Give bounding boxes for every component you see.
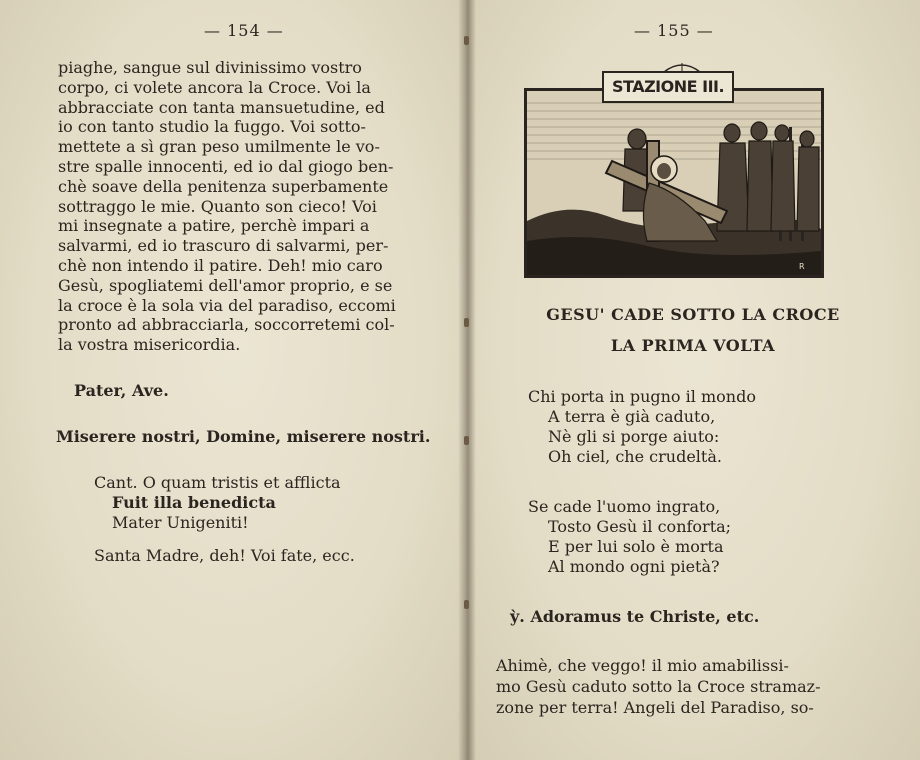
paragraph-line: chè non intendo il patire. Deh! mio caro: [58, 255, 383, 275]
cant-stanza: [94, 473, 341, 533]
verse-line: Tosto Gesù il conforta;: [548, 517, 732, 536]
right-paragraph: [496, 655, 906, 718]
paragraph-line: salvarmi, ed io trascuro di salvarmi, per-: [58, 236, 389, 256]
binding-stitch: [464, 600, 469, 609]
santa-madre-line: Santa Madre, deh! Voi fate, ecc.: [94, 546, 355, 565]
paragraph-line: zone per terra! Angeli del Paradiso, so-: [496, 698, 814, 717]
cant-line: Cant. O quam tristis et afflicta: [94, 473, 341, 492]
paragraph-line: chè soave della penitenza superbamente: [58, 176, 389, 196]
paragraph-line: io con tanto studio la fuggo. Voi sotto-: [58, 117, 366, 137]
paragraph-line: sottraggo le mie. Quanto son cieco! Voi: [58, 196, 377, 216]
left-paragraph: [58, 58, 438, 355]
verse-stanza-2: [528, 497, 731, 577]
adoramus-line: ỳ. Adoramus te Christe, etc.: [510, 607, 760, 626]
paragraph-line: mo Gesù caduto sotto la Croce stramaz-: [496, 677, 821, 696]
cant-line: Fuit illa benedicta: [112, 493, 276, 512]
verse-stanza-1: [528, 387, 756, 467]
station-illustration: [524, 88, 824, 278]
book-gutter: [458, 0, 476, 760]
verse-line: Chi porta in pugno il mondo: [528, 387, 756, 406]
page-number-left: — 154 —: [204, 21, 284, 40]
jesus-falls-engraving: [527, 91, 821, 275]
paragraph-line: abbracciate con tanta mansuetudine, ed: [58, 97, 385, 117]
paragraph-line: la vostra misericordia.: [58, 335, 241, 355]
pater-line: Pater, Ave.: [74, 381, 169, 400]
station-subtitle: LA PRIMA VOLTA: [610, 336, 776, 355]
paragraph-line: piaghe, sangue sul divinissimo vostro: [58, 58, 362, 77]
miserere-line: Miserere nostri, Domine, miserere nostri.: [56, 427, 431, 446]
binding-stitch: [464, 436, 469, 445]
binding-stitch: [464, 318, 469, 327]
page-number-right: — 155 —: [634, 21, 714, 40]
station-title: GESU' CADE SOTTO LA CROCE: [546, 305, 840, 324]
cant-line: Mater Unigeniti!: [112, 513, 249, 532]
verse-line: Nè gli si porge aiuto:: [548, 427, 720, 446]
paragraph-line: mi insegnate a patire, perchè impari a: [58, 216, 370, 236]
right-page: [466, 0, 920, 760]
paragraph-line: pronto ad abbracciarla, soccorretemi col-: [58, 315, 395, 335]
paragraph-line: la croce è la sola via del paradiso, eccomi: [58, 295, 396, 315]
verse-line: Se cade l'uomo ingrato,: [528, 497, 721, 516]
paragraph-line: Gesù, spogliatemi dell'amor proprio, e se: [58, 275, 393, 295]
station-label: STAZIONE III.: [602, 71, 734, 103]
svg-text:R: R: [799, 262, 805, 271]
paragraph-line: stre spalle innocenti, ed io dal giogo ben-: [58, 156, 394, 176]
verse-line: A terra è già caduto,: [548, 407, 716, 426]
verse-line: Oh ciel, che crudeltà.: [548, 447, 722, 466]
paragraph-line: corpo, ci volete ancora la Croce. Voi la: [58, 77, 371, 97]
verse-line: E per lui solo è morta: [548, 537, 724, 556]
verse-line: Al mondo ogni pietà?: [548, 557, 720, 576]
paragraph-line: mettete a sì gran peso umilmente le vo-: [58, 137, 380, 157]
binding-stitch: [464, 36, 469, 45]
paragraph-line: Ahimè, che veggo! il mio amabilissi-: [496, 656, 789, 675]
